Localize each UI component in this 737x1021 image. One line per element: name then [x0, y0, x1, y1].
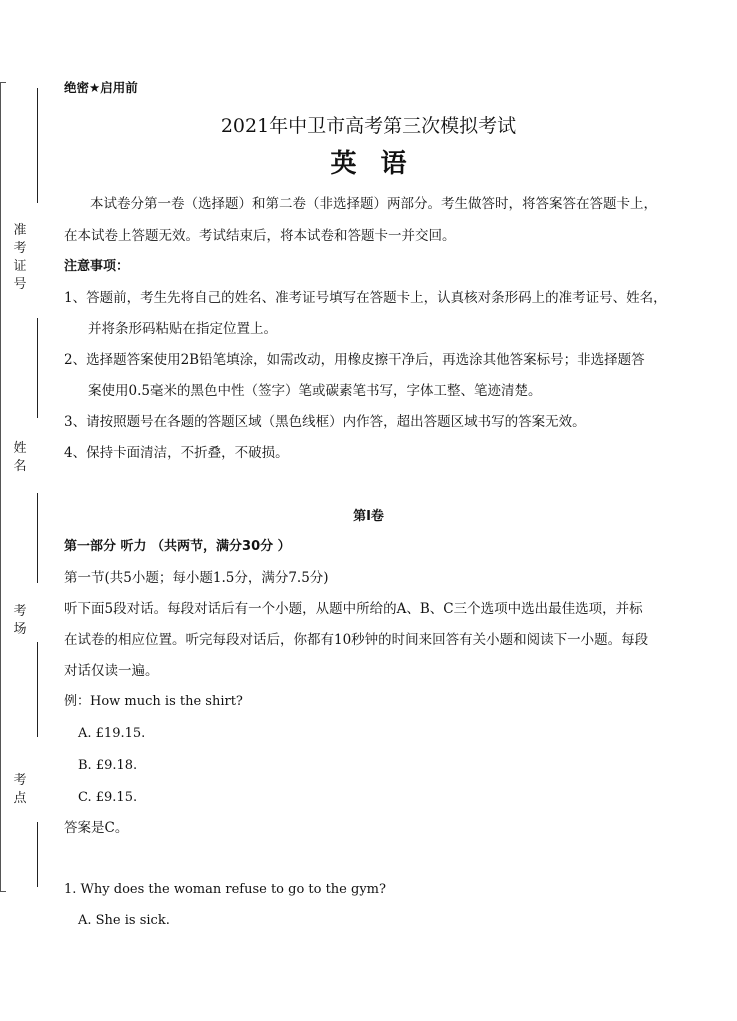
volume-heading: 第I卷 — [353, 509, 384, 524]
instruction-line: 在试卷的相应位置。听完每段对话后，你都有10秒钟的时间来回答有关小题和阅读下一小题。每段 — [64, 632, 649, 648]
binding-edge-cap-bottom — [0, 891, 6, 892]
intro-line: 在本试卷上答题无效。考试结束后，将本试卷和答题卡一并交回。 — [64, 228, 456, 244]
intro-line: 本试卷分第一卷（选择题）和第二卷（非选择题）两部分。考生做答时，将答案答在答题卡上， — [90, 196, 657, 212]
note-item: 案使用0.5毫米的黑色中性（签字）笔或碳素笔书写，字体工整、笔迹清楚。 — [88, 383, 542, 399]
sidebar-label-name: 姓名 — [13, 441, 27, 474]
instruction-line: 对话仅读一遍。 — [64, 663, 159, 679]
note-item: 3、请按照题号在各题的答题区域（黑色线框）内作答，超出答题区域书写的答案无效。 — [64, 414, 586, 430]
binding-edge-line — [0, 82, 1, 892]
question-1: 1. Why does the woman refuse to go to the gym? — [64, 882, 386, 897]
question-1-option-a: A. She is sick. — [78, 913, 170, 928]
instruction-line: 听下面5段对话。每段对话后有一个小题，从题中所给的A、B、C三个选项中选出最佳选项，并标 — [64, 601, 643, 617]
note-item: 并将条形码粘贴在指定位置上。 — [88, 321, 277, 337]
part-heading: 第一部分 听力 （共两节，满分30分 ） — [64, 539, 291, 554]
binding-divider — [37, 822, 38, 887]
sidebar-label-exam-site: 考点 — [13, 773, 27, 806]
example-answer: 答案是C。 — [64, 820, 129, 836]
subject-title: 英语 — [330, 149, 431, 179]
example-option: A. £19.15. — [78, 726, 146, 741]
secret-mark: 绝密★启用前 — [64, 80, 138, 95]
sidebar-label-exam-room: 考场 — [13, 604, 27, 637]
section-heading: 第一节(共5小题；每小题1.5分，满分7.5分) — [64, 570, 329, 586]
note-item: 4、保持卡面清洁，不折叠，不破损。 — [64, 445, 289, 461]
note-item: 2、选择题答案使用2B铅笔填涂，如需改动，用橡皮擦干净后，再选涂其他答案标号；非选择题答 — [64, 352, 645, 368]
notes-heading: 注意事项： — [64, 259, 130, 274]
example-option: C. £9.15. — [78, 790, 138, 805]
note-item: 1、答题前，考生先将自己的姓名、准考证号填写在答题卡上，认真核对条形码上的准考证号、姓名， — [64, 290, 667, 306]
example-question: 例：How much is the shirt? — [64, 694, 243, 709]
sidebar-label-exam-id: 准考证号 — [13, 223, 27, 292]
exam-title: 2021年中卫市高考第三次模拟考试 — [220, 115, 517, 137]
example-option: B. £9.18. — [78, 758, 138, 773]
binding-divider — [37, 318, 38, 418]
binding-edge-cap-top — [0, 82, 6, 83]
binding-divider — [37, 642, 38, 737]
